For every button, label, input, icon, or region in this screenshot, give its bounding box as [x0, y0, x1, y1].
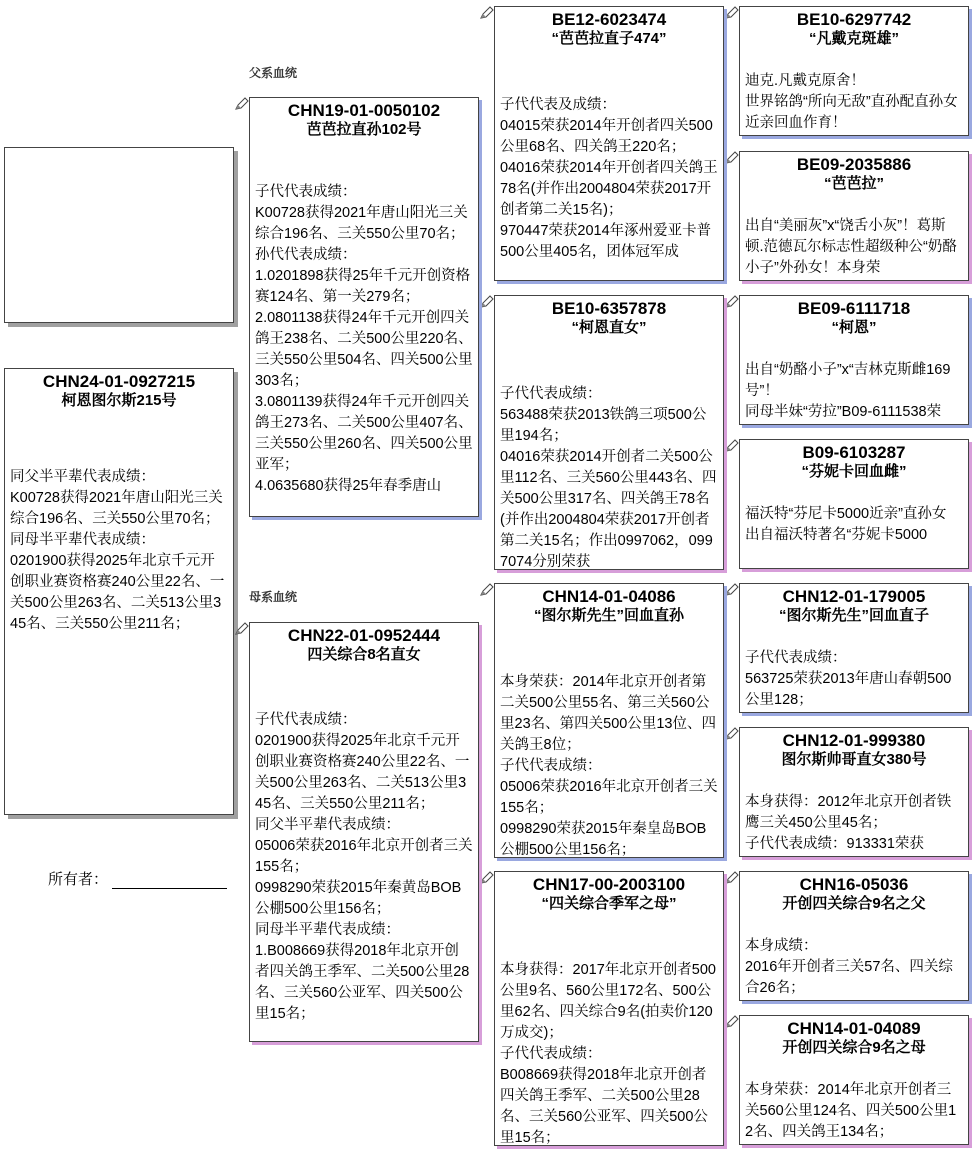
- dam-dam-sire-card: [739, 871, 969, 1001]
- pigeon-notes: 出自“奶酪小子”x“吉林克斯雌169号”！ 同母半妹“劳拉”B09-6111538荣: [745, 362, 951, 420]
- ring-number: BE10-6297742: [796, 10, 912, 29]
- edit-icon[interactable]: [234, 97, 250, 111]
- ring-number: CHN12-01-999380: [782, 731, 926, 750]
- ring-number: CHN16-05036: [799, 875, 909, 894]
- dam-sire-sire-card: [739, 583, 969, 713]
- pigeon-notes: 子代代表成绩： 563725荣获2013年唐山春朝500公里128；: [745, 650, 952, 708]
- pigeon-name: 开创四关综合9名之父: [782, 895, 926, 912]
- edit-icon[interactable]: [724, 151, 740, 165]
- pigeon-notes: 本身荣获：2014年北京开创者三关560公里124名、四关500公里12名、四关鸽王134名；: [745, 1082, 957, 1140]
- owner-line: [48, 868, 227, 889]
- sire-sire-dam-card: [739, 151, 969, 281]
- pigeon-notes: 出自“美丽灰”x“饶舌小灰”！葛斯顿.范德瓦尔标志性超级种公“奶酪小子”外孙女！本身荣: [745, 218, 957, 276]
- dam-sire-card: [494, 583, 724, 858]
- pigeon-name: 芭芭拉直孙102号: [306, 121, 422, 138]
- owner-blank: [112, 872, 227, 889]
- sire-dam-sire-card: [739, 295, 969, 425]
- pigeon-notes: 子代代表及成绩： 04015荣获2014年开创者四关500公里68名、四关鸽王220名； 04016荣获2014年开创者四关鸽王78名(并作出2004804荣获2017开创者第二关15名)； 970447荣获2014年涿州爱亚卡普500公里405名，团体冠军成: [500, 97, 718, 260]
- edit-icon[interactable]: [724, 6, 740, 20]
- pigeon-name: “图尔斯先生”回血直孙: [533, 607, 684, 624]
- dam-line-label: 母系血统: [249, 590, 298, 604]
- pigeon-name: 图尔斯帅哥直女380号: [781, 751, 927, 768]
- ring-number: CHN12-01-179005: [782, 587, 926, 606]
- pigeon-notes: 迪克.凡戴克原舍！ 世界铭鸽“所向无敌”直孙配直孙女近亲回血作育！: [745, 73, 958, 131]
- edit-icon[interactable]: [724, 583, 740, 597]
- ring-number: CHN19-01-0050102: [287, 101, 441, 120]
- pigeon-name: “图尔斯先生”回血直子: [778, 607, 929, 624]
- sire-sire-card: [494, 6, 724, 281]
- ring-number: BE09-6111718: [797, 299, 911, 318]
- edit-icon[interactable]: [479, 6, 495, 20]
- pigeon-notes: 本身获得：2017年北京开创者500公里9名、560公里172名、500公里62名、四关综合9名(拍卖价120万成交)； 子代代表成绩： B008669获得2018年北京开创者四关鸽王季军、二关500公里28名、三关560公亚军、四关500公里15名；: [500, 962, 716, 1146]
- edit-icon[interactable]: [724, 1015, 740, 1029]
- pigeon-name: “芭芭拉直子474”: [551, 30, 667, 47]
- pigeon-notes: 本身荣获：2014年北京开创者第二关500公里55名、第三关560公里23名、第四关500公里13位、四关鸽王8位； 子代代表成绩： 05006荣获2016年北京开创者三关155名； 0998290荣获2015年秦皇岛BOB公棚500公里156名；: [500, 674, 718, 858]
- pigeon-name: “柯恩”: [831, 319, 877, 336]
- edit-icon[interactable]: [724, 295, 740, 309]
- ring-number: BE09-2035886: [796, 155, 912, 174]
- pigeon-notes: 子代代表成绩： 0201900获得2025年北京千元开创职业赛资格赛240公里22名、一关500公里263名、二关513公里345名、三关550公里211名； 同父半平辈代表成绩： 05006荣获2016年北京开创者三关155名； 0998290荣获2015年秦黄岛BOB公棚500公里156名； 同母半平辈代表成绩： 1.B008669获得2018年北京开创者四关鸽王季军、二关500公里28名、三关560公亚军、四关500公里15名；: [255, 712, 473, 1022]
- pigeon-name: “芭芭拉”: [823, 175, 884, 192]
- sire-sire-sire-card: [739, 6, 969, 136]
- ring-number: CHN17-00-2003100: [532, 875, 686, 894]
- sire-line-label: 父系血统: [249, 66, 298, 80]
- sire-dam-dam-card: [739, 439, 969, 569]
- ring-number: B09-6103287: [802, 443, 906, 462]
- pigeon-name: “柯恩直女”: [571, 319, 647, 336]
- edit-icon[interactable]: [724, 727, 740, 741]
- pigeon-name: 柯恩图尔斯215号: [61, 392, 177, 409]
- sire-dam-card: [494, 295, 724, 570]
- dam-sire-dam-card: [739, 727, 969, 857]
- pigeon-notes: 子代代表成绩： 563488荣获2013铁鸽三项500公里194名； 04016荣获2014开创者二关500公里112名、三关560公里443名、四关500公里317名、四关鸽王78名(并作出2004804荣获2017开创者第二关15名；作出0997062，0997074分别荣获: [500, 386, 717, 570]
- ring-number: BE12-6023474: [551, 10, 667, 29]
- sire-card: [249, 97, 479, 517]
- ring-number: BE10-6357878: [551, 299, 667, 318]
- pigeon-name: “四关综合季军之母”: [541, 895, 677, 912]
- ring-number: CHN14-01-04086: [542, 587, 676, 606]
- owner-label: 所有者：: [48, 871, 109, 888]
- dam-dam-card: [494, 871, 724, 1146]
- edit-icon[interactable]: [479, 295, 495, 309]
- ring-number: CHN22-01-0952444: [287, 626, 441, 645]
- dam-dam-dam-card: [739, 1015, 969, 1145]
- edit-icon[interactable]: [234, 622, 250, 636]
- pigeon-notes: 本身成绩： 2016年开创者三关57名、四关综合26名；: [745, 938, 953, 996]
- dam-card: [249, 622, 479, 1042]
- pigeon-notes: 同父半平辈代表成绩： K00728获得2021年唐山阳光三关综合196名、三关550公里70名； 同母半平辈代表成绩： 0201900获得2025年北京千元开创职业赛资格赛240公里22名、一关500公里263名、二关513公里345名、三关550公里211名；: [10, 469, 225, 632]
- photo-frame: [4, 147, 234, 323]
- edit-icon[interactable]: [724, 439, 740, 453]
- edit-icon[interactable]: [724, 871, 740, 885]
- pigeon-notes: 本身获得：2012年北京开创者铁鹰三关450公里45名； 子代代表成绩：913331荣获: [745, 794, 952, 852]
- edit-icon[interactable]: [479, 583, 495, 597]
- pigeon-name: “凡戴克斑雄”: [808, 30, 899, 47]
- pigeon-name: “芬妮卡回血雌”: [801, 463, 907, 480]
- pigeon-name: 四关综合8名直女: [307, 646, 421, 663]
- pigeon-notes: 子代代表成绩： K00728获得2021年唐山阳光三关综合196名、三关550公里70名； 孙代代表成绩： 1.0201898获得25年千元开创资格赛124名、第一关279名； 2.0801138获得24年千元开创四关鸽王238名、二关500公里220名、三关550公里504名、四关500公里303名； 3.0801139获得24年千元开创四关鸽王273名、二关500公里407名、三关550公里260名、四关500公里亚军； 4.0635680获得25年春季唐山: [255, 184, 473, 494]
- pigeon-name: 开创四关综合9名之母: [782, 1039, 926, 1056]
- ring-number: CHN24-01-0927215: [42, 372, 196, 391]
- ring-number: CHN14-01-04089: [787, 1019, 921, 1038]
- subject-card: [4, 368, 234, 815]
- pigeon-notes: 福沃特“芬尼卡5000近亲”直孙女 出自福沃特著名“芬妮卡5000: [745, 506, 947, 543]
- edit-icon[interactable]: [479, 871, 495, 885]
